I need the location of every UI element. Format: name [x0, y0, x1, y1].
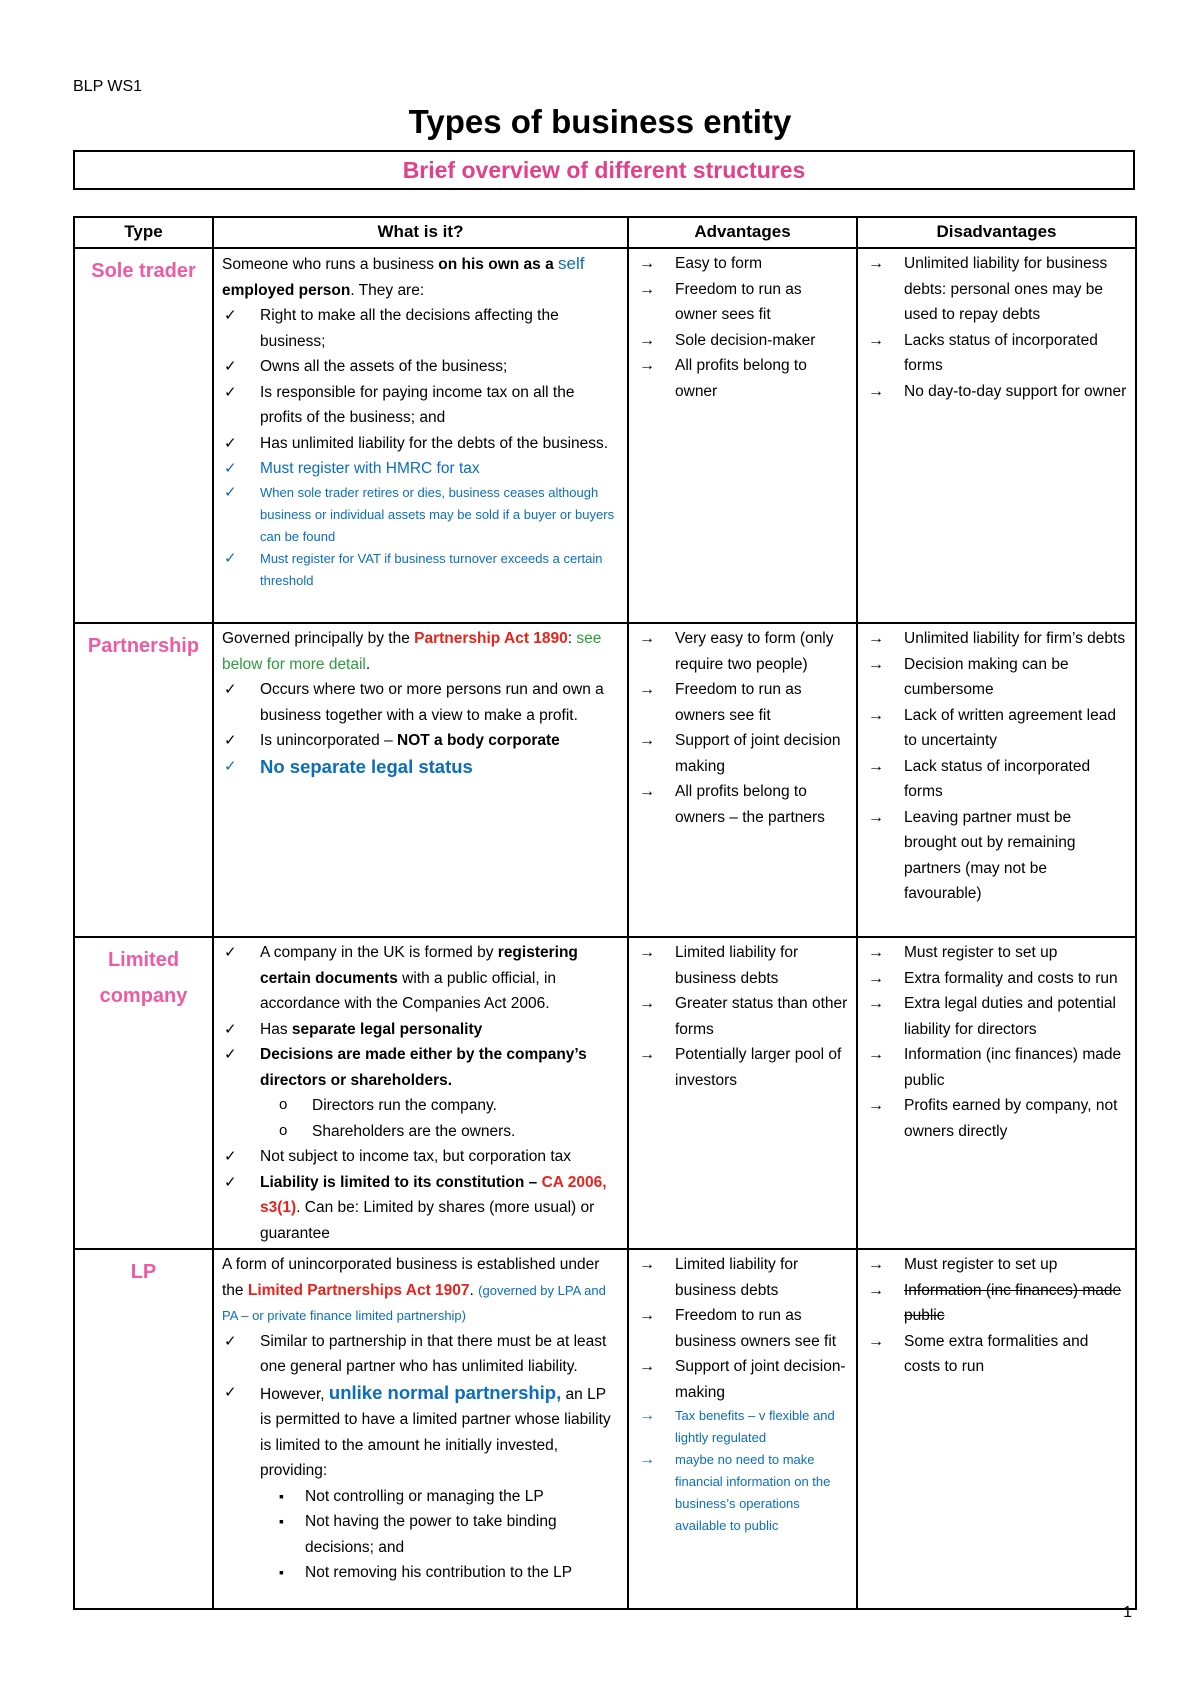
subtitle-box: Brief overview of different structures [73, 150, 1135, 190]
column-header-advantages: Advantages [628, 217, 857, 248]
type-limited-company [74, 937, 213, 1249]
list-item: → Leaving partner must be brought out by remaining partners (may not be favourable) [866, 805, 1127, 907]
table-row-partnership [74, 623, 1136, 937]
list-item: → Lacks status of incorporated forms [866, 328, 1127, 379]
type-sole-trader: Sole trader [74, 248, 213, 623]
list-item: ▪ Not controlling or managing the LP [222, 1484, 619, 1510]
list-item: ✓ Must register with HMRC for tax [222, 456, 619, 482]
list-item [222, 1170, 619, 1247]
table-row-sole-trader [74, 248, 1136, 623]
column-header-disadvantages: Disadvantages [857, 217, 1136, 248]
arrow-list [866, 626, 1127, 907]
list-item: → Unlimited liability for firm’s debts [866, 626, 1127, 652]
list-item: → Lack of written agreement lead to uncertainty [866, 703, 1127, 754]
arrow-list [637, 940, 848, 1093]
text: Someone who runs a business [222, 256, 439, 273]
list-item: → No day-to-day support for owner [866, 379, 1127, 405]
governed-text [222, 626, 619, 677]
text-red: Partnership Act 1890 [414, 630, 568, 647]
advantages-partnership [628, 623, 857, 937]
entity-table [73, 216, 1137, 1610]
table-header-row [74, 217, 1136, 248]
text: Governed principally by the [222, 630, 415, 647]
type-lp: LP [74, 1249, 213, 1609]
list-item: → Limited liability for business debts [637, 940, 848, 991]
what-partnership [213, 623, 628, 937]
list-item [222, 1380, 619, 1484]
list-item: → Tax benefits – v flexible and lightly regulated [637, 1405, 848, 1449]
list-item: → Profits earned by company, not owners directly [866, 1093, 1127, 1144]
text-bold: Liability is limited to its constitution – [260, 1173, 542, 1191]
list-item [222, 728, 619, 754]
text-red: Limited Partnerships Act 1907 [247, 1281, 470, 1299]
text-bold: separate legal personality [291, 1020, 483, 1038]
advantages-lp [628, 1249, 857, 1609]
list-item: ✓ Not subject to income tax, but corporation tax [222, 1144, 619, 1170]
arrow-list [637, 251, 848, 404]
list-item [222, 940, 619, 1017]
list-item: → Greater status than other forms [637, 991, 848, 1042]
arrow-list [637, 626, 848, 830]
list-item: ✓ Has unlimited liability for the debts of the business. [222, 431, 619, 457]
sub-list [222, 1093, 619, 1144]
arrow-list [866, 940, 1127, 1144]
text: an LP is permitted to have a limited partner whose liability is limited to the amount he initially invested, providing: [260, 1385, 611, 1479]
list-item: ✓ Similar to partnership in that there must be at least one general partner who has unlimited liability. [222, 1329, 619, 1380]
text-green: see below for more detail [222, 630, 602, 673]
checklist [222, 1144, 619, 1246]
type-line: Limited [107, 949, 180, 971]
list-item: ✓ Is responsible for paying income tax on all the profits of the business; and [222, 380, 619, 431]
column-header-what: What is it? [213, 217, 628, 248]
list-item: → Potentially larger pool of investors [637, 1042, 848, 1093]
list-item: → Information (inc finances) made public [866, 1042, 1127, 1093]
text: : [567, 630, 577, 647]
list-item: → Some extra formalities and costs to run [866, 1329, 1127, 1380]
list-item: → Freedom to run as owner sees fit [637, 277, 848, 328]
what-sole-trader [213, 248, 628, 623]
list-item: → All profits belong to owners – the partners [637, 779, 848, 830]
list-item: → Freedom to run as owners see fit [637, 677, 848, 728]
list-item: ▪ Not removing his contribution to the LP [222, 1560, 619, 1586]
checklist [222, 940, 619, 1093]
type-partnership: Partnership [74, 623, 213, 937]
page-number: 1 [1123, 1604, 1132, 1621]
list-item: → Extra formality and costs to run [866, 966, 1127, 992]
list-item [222, 1017, 619, 1043]
list-item: → Support of joint decision making [637, 728, 848, 779]
header-text: BLP WS1 [73, 78, 143, 95]
text: . Can be: Limited by shares (more usual) or guarantee [260, 1199, 595, 1242]
text: with a public official, in accordance with the Companies Act 2006. [260, 969, 557, 1012]
text-bold: registering certain documents [260, 944, 578, 987]
text: . [365, 655, 371, 673]
text-bold: on his own as a [438, 256, 558, 273]
list-item: ✓ When sole trader retires or dies, business ceases although business or individual assets may be sold if a buyer or buyers can be found [222, 482, 619, 548]
text-blue: (governed by LPA and PA – or private finance limited partnership) [222, 1282, 606, 1323]
text: . They are: [350, 281, 425, 299]
text: A form of unincorporated business is established under the [222, 1256, 600, 1299]
list-item: → Support of joint decision-making [637, 1354, 848, 1405]
list-item: → Extra legal duties and potential liability for directors [866, 991, 1127, 1042]
list-item: → maybe no need to make financial information on the business’s operations available to public [637, 1449, 848, 1537]
list-item: → Unlimited liability for business debts: personal ones may be used to repay debts [866, 251, 1127, 328]
list-item: → Limited liability for business debts [637, 1252, 848, 1303]
list-item: → Decision making can be cumbersome [866, 652, 1127, 703]
list-item: ▪ Not having the power to take binding decisions; and [222, 1509, 619, 1560]
table-row-lp [74, 1249, 1136, 1609]
arrow-list [866, 1252, 1127, 1380]
checklist [222, 303, 619, 592]
table-row-limited-company [74, 937, 1136, 1249]
disadvantages-limited-company [857, 937, 1136, 1249]
text-bold: NOT a body corporate [397, 732, 560, 749]
advantages-limited-company [628, 937, 857, 1249]
page-title: Types of business entity [408, 103, 792, 140]
list-item: ✓ Must register for VAT if business turnover exceeds a certain threshold [222, 548, 619, 592]
text-blue: unlike normal partnership, [328, 1381, 562, 1403]
text: However, [260, 1385, 329, 1403]
disadvantages-sole-trader [857, 248, 1136, 623]
column-header-type: Type [74, 217, 213, 248]
list-item: → Lack status of incorporated forms [866, 754, 1127, 805]
list-item: → Must register to set up [866, 940, 1127, 966]
intro-text [222, 251, 619, 303]
list-item: → Information (inc finances) made public [866, 1278, 1127, 1329]
list-item: ✓ No separate legal status [222, 754, 619, 780]
text-bold: employed person [222, 281, 351, 299]
type-line: company [99, 985, 188, 1007]
checklist [222, 1329, 619, 1484]
arrow-list [866, 251, 1127, 404]
text: Has [260, 1020, 292, 1038]
list-item: o Directors run the company. [222, 1093, 619, 1119]
list-item: o Shareholders are the owners. [222, 1119, 619, 1145]
list-item: → Must register to set up [866, 1252, 1127, 1278]
list-item: ✓ Owns all the assets of the business; [222, 354, 619, 380]
list-item: → All profits belong to owner [637, 353, 848, 404]
list-item: ✓ Decisions are made either by the company’s directors or shareholders. [222, 1042, 619, 1093]
text: . [469, 1281, 479, 1299]
disadvantages-lp [857, 1249, 1136, 1609]
list-item: → Very easy to form (only require two people) [637, 626, 848, 677]
list-item: → Freedom to run as business owners see fit [637, 1303, 848, 1354]
arrow-list [637, 1252, 848, 1537]
list-item: ✓ Right to make all the decisions affecting the business; [222, 303, 619, 354]
checklist [222, 677, 619, 779]
intro-text [222, 1252, 619, 1329]
text: Is unincorporated – [260, 732, 398, 749]
text-red: CA 2006, s3(1) [260, 1173, 607, 1216]
advantages-sole-trader [628, 248, 857, 623]
text-blue: self [558, 254, 585, 273]
text: A company in the UK is formed by [260, 944, 498, 961]
list-item: ✓ Occurs where two or more persons run and own a business together with a view to make a profit. [222, 677, 619, 728]
sub-list [222, 1484, 619, 1586]
what-lp [213, 1249, 628, 1609]
list-item: → Easy to form [637, 251, 848, 277]
list-item: → Sole decision-maker [637, 328, 848, 354]
disadvantages-partnership [857, 623, 1136, 937]
what-limited-company [213, 937, 628, 1249]
